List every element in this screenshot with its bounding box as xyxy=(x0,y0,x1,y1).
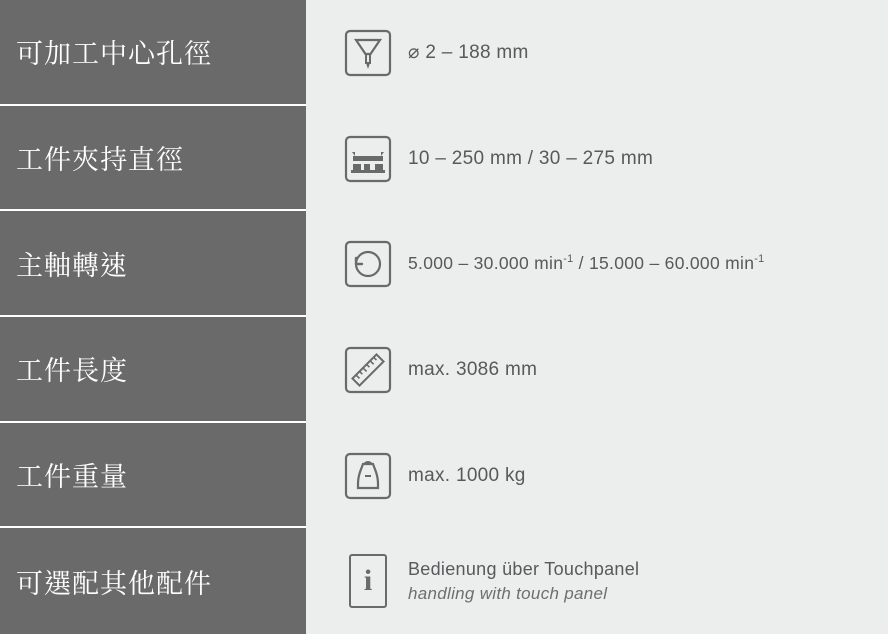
spindle-speed-range-1: 5.000 – 30.000 min xyxy=(408,253,564,274)
spec-label-cell xyxy=(0,106,306,212)
spindle-speed-separator: / 15.000 – 60.000 min xyxy=(573,253,755,274)
spindle-speed-icon xyxy=(342,238,394,290)
spec-label-cell xyxy=(0,317,306,423)
info-icon-glyph: i xyxy=(349,554,387,608)
spec-value-text-de: Bedienung über Touchpanel xyxy=(408,559,640,580)
spec-label-cell xyxy=(0,211,306,317)
spec-label-text: 主軸轉速 xyxy=(16,250,128,281)
workpiece-clamping-icon xyxy=(342,133,394,185)
spec-value-text: max. 3086 mm xyxy=(408,358,538,380)
spec-label-cell xyxy=(0,0,306,106)
optional-accessories-value xyxy=(408,558,639,604)
spec-value-cell xyxy=(306,423,888,529)
ruler-length-icon xyxy=(342,344,394,396)
spec-value-cell xyxy=(306,317,888,423)
table-row xyxy=(0,528,888,634)
spec-value-text xyxy=(408,253,765,275)
spec-label-cell xyxy=(0,528,306,634)
countersink-drill-icon xyxy=(342,27,394,79)
weight-icon xyxy=(342,450,394,502)
spec-label-text: 可選配其他配件 xyxy=(16,568,212,599)
spec-label-text: 工件重量 xyxy=(16,462,128,493)
spec-label-cell xyxy=(0,423,306,529)
spec-value-text: max. 1000 kg xyxy=(408,464,526,486)
spec-value-text: 10 – 250 mm / 30 – 275 mm xyxy=(408,147,654,169)
spec-label-text: 工件長度 xyxy=(16,356,128,387)
spec-value-cell xyxy=(306,528,888,634)
spindle-speed-unit-exp-2: -1 xyxy=(754,253,765,266)
table-row xyxy=(0,423,888,529)
spec-value-text: ⌀ 2 – 188 mm xyxy=(408,41,529,63)
spec-value-cell xyxy=(306,0,888,106)
spec-value-text-en: handling with touch panel xyxy=(408,583,608,603)
spec-label-text: 可加工中心孔徑 xyxy=(16,39,212,70)
spec-value-cell xyxy=(306,211,888,317)
table-row xyxy=(0,106,888,212)
spindle-speed-unit-exp-1: -1 xyxy=(563,253,574,266)
info-icon xyxy=(342,555,394,607)
spec-value-cell xyxy=(306,106,888,212)
table-row xyxy=(0,317,888,423)
table-row xyxy=(0,211,888,317)
table-row xyxy=(0,0,888,106)
spec-label-text: 工件夾持直徑 xyxy=(16,145,184,175)
